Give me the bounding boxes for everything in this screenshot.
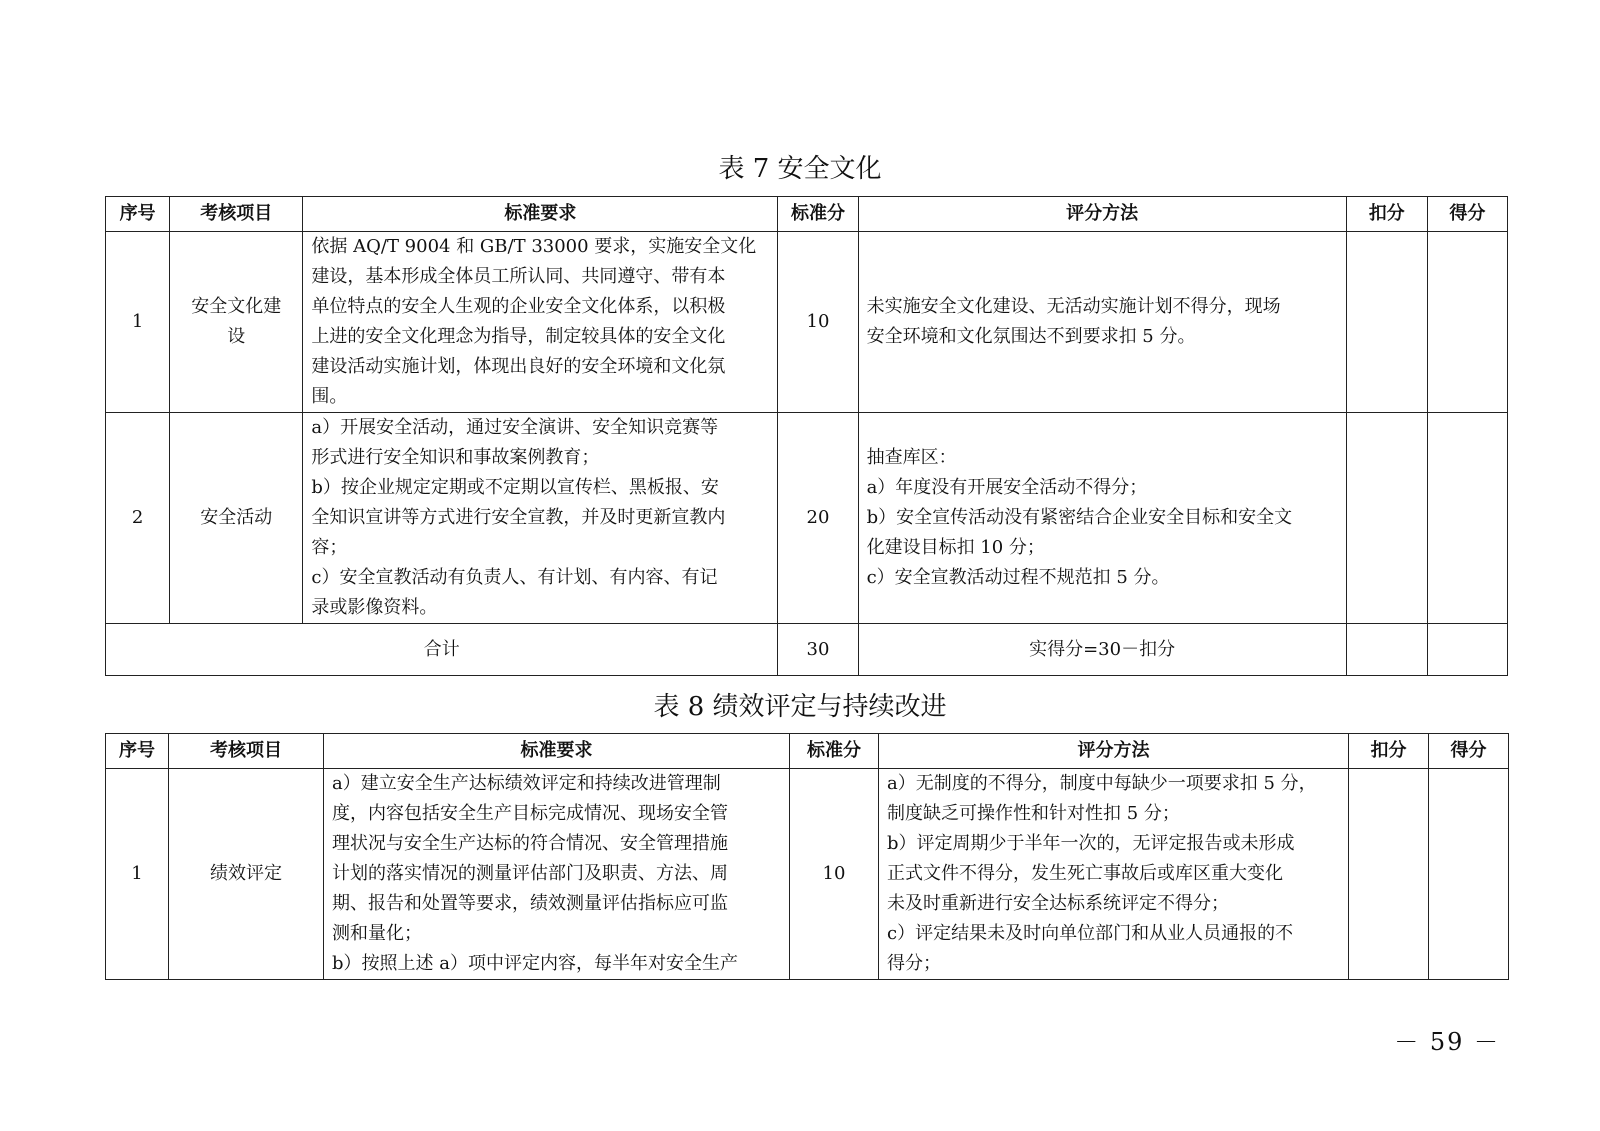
- row-item: 安全文化建 设: [170, 232, 303, 413]
- col-header-requirement: 标准要求: [303, 197, 778, 232]
- row-score: 10: [778, 232, 858, 413]
- col-header-method: 评分方法: [858, 197, 1346, 232]
- table8-header-row: [106, 734, 1509, 769]
- row-requirement: a）开展安全活动，通过安全演讲、安全知识竞赛等 形式进行安全知识和事故案例教育； b）按企业规定定期或不定期以宣传栏、黑板报、安 全知识宣讲等方式进行安全宣教，并及时更新宣教内 容； c）安全宣教活动有负责人、有计划、有内容、有记 录或影像资料。: [303, 413, 778, 624]
- col-header-got: 得分: [1427, 197, 1507, 232]
- total-deduct: [1346, 624, 1427, 676]
- row-deduct: [1349, 769, 1429, 980]
- row-method: a）无制度的不得分，制度中每缺少一项要求扣 5 分， 制度缺乏可操作性和针对性扣 5 分； b）评定周期少于半年一次的，无评定报告或未形成 正式文件不得分，发生死亡事故后或库区重大变化 未及时重新进行安全达标系统评定不得分； c）评定结果未及时向单位部门和从业人员通报的不 得分；: [879, 769, 1349, 980]
- row-deduct: [1346, 413, 1427, 624]
- row-got: [1427, 232, 1507, 413]
- total-got: [1427, 624, 1507, 676]
- row-no: 1: [106, 232, 170, 413]
- table7-title: 表 7 安全文化: [718, 154, 882, 184]
- col-header-requirement: 标准要求: [324, 734, 790, 769]
- row-method: 抽查库区： a）年度没有开展安全活动不得分； b）安全宣传活动没有紧密结合企业安全目标和安全文 化建设目标扣 10 分； c）安全宣教活动过程不规范扣 5 分。: [858, 413, 1346, 624]
- col-header-got: 得分: [1429, 734, 1509, 769]
- table7-header-row: [106, 197, 1508, 232]
- row-got: [1429, 769, 1509, 980]
- row-score: 20: [778, 413, 858, 624]
- col-header-item: 考核项目: [170, 197, 303, 232]
- table-row: [106, 413, 1508, 624]
- table8: [105, 733, 1509, 980]
- col-header-score: 标准分: [790, 734, 879, 769]
- total-label: 合计: [106, 624, 778, 676]
- row-item: 绩效评定: [169, 769, 324, 980]
- table8-title: 表 8 绩效评定与持续改进: [653, 692, 947, 722]
- row-method: 未实施安全文化建设、无活动实施计划不得分，现场 安全环境和文化氛围达不到要求扣 5 分。: [858, 232, 1346, 413]
- table-row: [106, 769, 1509, 980]
- row-requirement: 依据 AQ/T 9004 和 GB/T 33000 要求，实施安全文化 建设，基本形成全体员工所认同、共同遵守、带有本 单位特点的安全人生观的企业安全文化体系，以积极 上进的安全文化理念为指导，制定较具体的安全文化 建设活动实施计划，体现出良好的安全环境和文化氛 围。: [303, 232, 778, 413]
- table7-total-row: [106, 624, 1508, 676]
- col-header-deduct: 扣分: [1346, 197, 1427, 232]
- table-row: [106, 232, 1508, 413]
- row-got: [1427, 413, 1507, 624]
- col-header-method: 评分方法: [879, 734, 1349, 769]
- row-requirement: a）建立安全生产达标绩效评定和持续改进管理制 度，内容包括安全生产目标完成情况、现场安全管 理状况与安全生产达标的符合情况、安全管理措施 计划的落实情况的测量评估部门及职责、方法、周 期、报告和处置等要求，绩效测量评估指标应可监 测和量化； b）按照上述 a）项中评定内容，每半年对安全生产: [324, 769, 790, 980]
- row-score: 10: [790, 769, 879, 980]
- col-header-item: 考核项目: [169, 734, 324, 769]
- row-deduct: [1346, 232, 1427, 413]
- page-number: － 59 －: [1394, 1028, 1500, 1056]
- row-no: 1: [106, 769, 169, 980]
- total-score: 30: [778, 624, 858, 676]
- col-header-no: 序号: [106, 197, 170, 232]
- row-no: 2: [106, 413, 170, 624]
- table7: [105, 196, 1508, 676]
- col-header-deduct: 扣分: [1349, 734, 1429, 769]
- total-method: 实得分=30－扣分: [858, 624, 1346, 676]
- col-header-score: 标准分: [778, 197, 858, 232]
- row-item: 安全活动: [170, 413, 303, 624]
- col-header-no: 序号: [106, 734, 169, 769]
